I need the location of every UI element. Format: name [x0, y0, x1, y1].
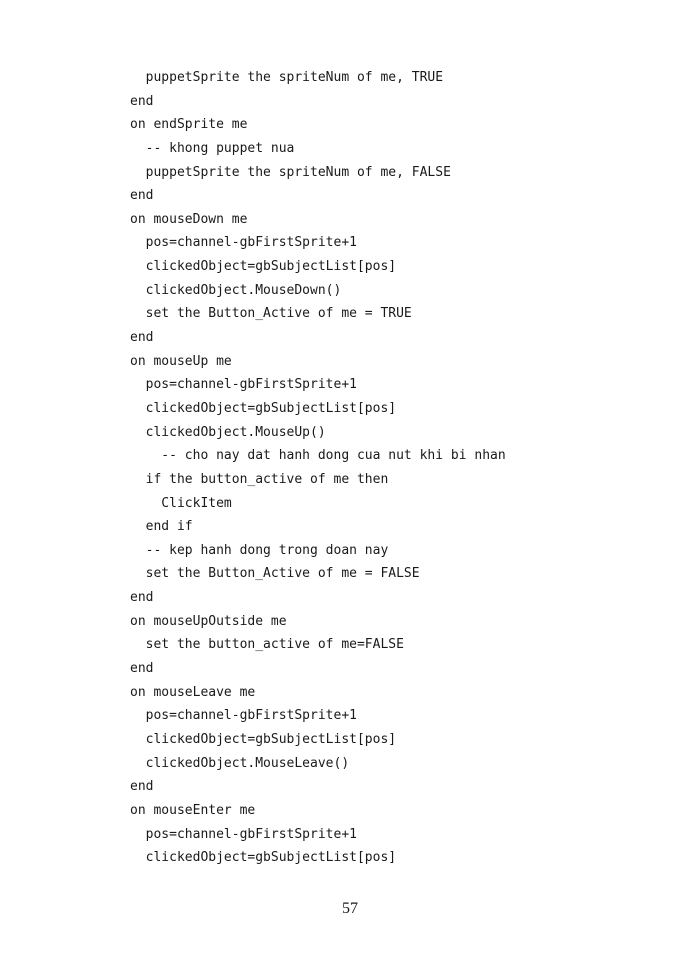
code-line: end: [130, 661, 154, 677]
code-line: on endSprite me: [130, 117, 248, 133]
code-line: clickedObject=gbSubjectList[pos]: [130, 400, 397, 416]
code-line: on mouseUpOutside me: [130, 613, 287, 629]
code-line: clickedObject.MouseDown(): [130, 282, 342, 298]
code-line: pos=channel-gbFirstSprite+1: [130, 377, 357, 393]
code-line: if the button_active of me then: [130, 471, 389, 487]
code-line: -- khong puppet nua: [130, 140, 295, 156]
code-line: -- kep hanh dong trong doan nay: [130, 542, 389, 558]
code-line: set the Button_Active of me = TRUE: [130, 306, 412, 322]
code-listing: [130, 66, 670, 870]
code-line: end: [130, 188, 154, 204]
code-line: clickedObject=gbSubjectList[pos]: [130, 850, 397, 866]
code-line: on mouseDown me: [130, 211, 248, 227]
code-line: set the Button_Active of me = FALSE: [130, 566, 420, 582]
code-line: puppetSprite the spriteNum of me, TRUE: [130, 70, 444, 85]
code-line: ClickItem: [130, 495, 232, 511]
code-line: clickedObject=gbSubjectList[pos]: [130, 731, 397, 747]
code-line: on mouseLeave me: [130, 684, 256, 700]
code-line: pos=channel-gbFirstSprite+1: [130, 708, 357, 724]
page-number: 57: [342, 900, 358, 917]
code-line: end if: [130, 519, 193, 535]
code-line: pos=channel-gbFirstSprite+1: [130, 826, 357, 842]
code-line: on mouseEnter me: [130, 802, 256, 818]
code-line: pos=channel-gbFirstSprite+1: [130, 235, 357, 251]
code-line: end: [130, 330, 154, 346]
code-line: end: [130, 93, 154, 109]
code-line: clickedObject.MouseUp(): [130, 424, 326, 440]
code-line: clickedObject.MouseLeave(): [130, 755, 350, 771]
code-line: set the button_active of me=FALSE: [130, 637, 404, 653]
code-line: end: [130, 590, 154, 606]
code-line: end: [130, 779, 154, 795]
code-line: puppetSprite the spriteNum of me, FALSE: [130, 164, 451, 180]
code-line: on mouseUp me: [130, 353, 232, 369]
code-line: clickedObject=gbSubjectList[pos]: [130, 259, 397, 275]
code-line: -- cho nay dat hanh dong cua nut khi bi nhan: [130, 448, 506, 464]
